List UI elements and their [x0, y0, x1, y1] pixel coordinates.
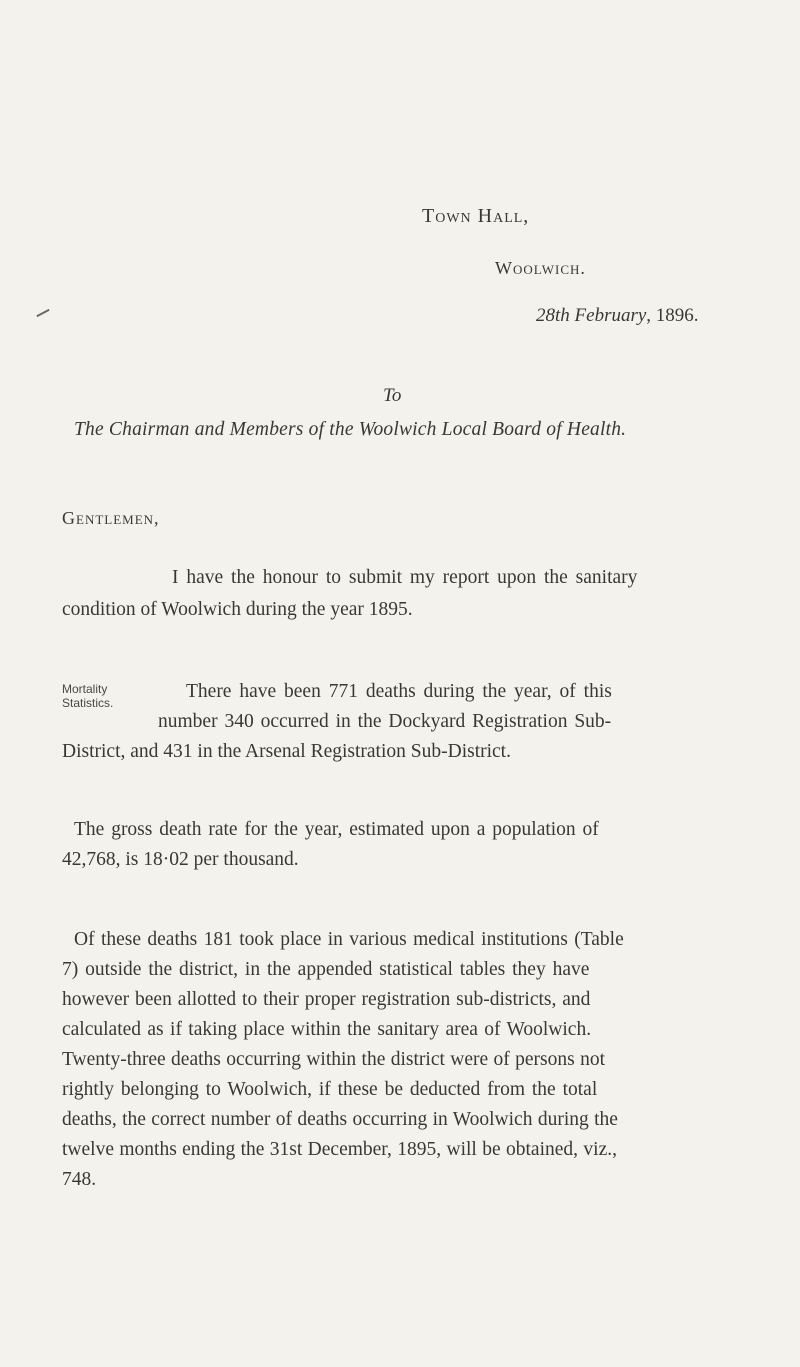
date-day-month: 28th February	[536, 305, 647, 326]
institutions-line: however been allotted to their proper registration sub-districts, and	[62, 989, 591, 1010]
paper-mark	[36, 309, 49, 317]
letter-date	[536, 304, 699, 328]
mortality-line-3: District, and 431 in the Arsenal Registration Sub-District.	[62, 741, 511, 762]
death-rate-line-1: The gross death rate for the year, estimated upon a population of	[74, 819, 599, 840]
institutions-line: calculated as if taking place within the sanitary area of Woolwich.	[62, 1019, 592, 1040]
institutions-line: deaths, the correct number of deaths occurring in Woolwich during the	[62, 1109, 618, 1130]
institutions-line: 7) outside the district, in the appended statistical tables they have	[62, 959, 590, 980]
institutions-line: 748.	[62, 1169, 97, 1190]
institutions-line: Of these deaths 181 took place in various medical institutions (Table	[74, 929, 624, 950]
institutions-line: Twenty-three deaths occurring within the district were of persons not	[62, 1049, 606, 1070]
mortality-line-2: number 340 occurred in the Dockyard Registration Sub-	[158, 711, 612, 732]
address-town-hall: Town Hall,	[422, 205, 530, 227]
date-year: , 1896.	[646, 305, 699, 326]
letter-to: To	[383, 385, 402, 406]
letter-recipient: The Chairman and Members of the Woolwich Local Board of Health.	[74, 419, 627, 440]
address-woolwich: Woolwich.	[495, 258, 586, 278]
letter-salutation: Gentlemen,	[62, 508, 160, 528]
margin-note-mortality-statistics: Mortality Statistics.	[62, 682, 114, 710]
institutions-line: rightly belonging to Woolwich, if these be deducted from the total	[62, 1079, 598, 1100]
show-through-text	[560, 36, 564, 56]
death-rate-line-2: 42,768, is 18·02 per thousand.	[62, 849, 299, 870]
mortality-line-1: There have been 771 deaths during the year, of this	[186, 681, 612, 702]
intro-line-1: I have the honour to submit my report upon the sanitary	[172, 567, 638, 588]
intro-line-2: condition of Woolwich during the year 1895.	[62, 599, 413, 620]
institutions-line: twelve months ending the 31st December, 1895, will be obtained, viz.,	[62, 1139, 617, 1160]
